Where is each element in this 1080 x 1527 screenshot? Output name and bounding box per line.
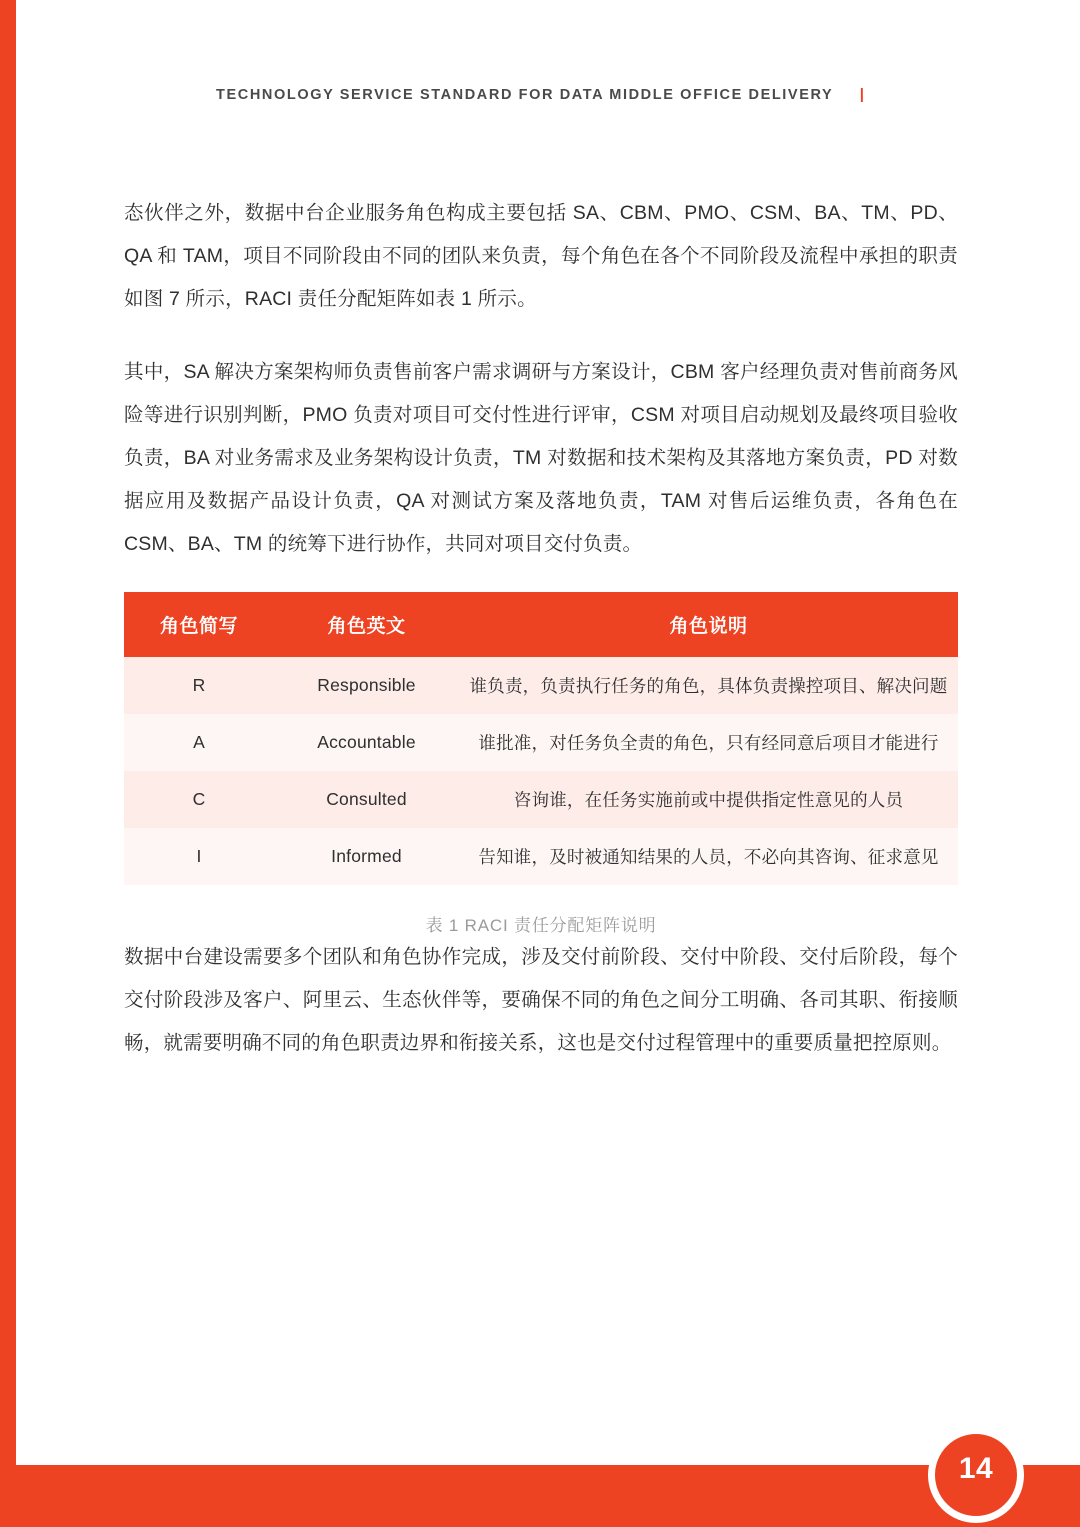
table-header-row <box>124 592 958 657</box>
cell-description: 谁负责，负责执行任务的角色，具体负责操控项目、解决问题 <box>459 657 958 714</box>
cell-abbr: C <box>124 771 274 828</box>
cell-english: Informed <box>274 828 459 885</box>
cell-abbr: A <box>124 714 274 771</box>
page-number-badge <box>928 1427 1024 1523</box>
table-header-cell-description: 角色说明 <box>459 592 958 657</box>
page-content <box>124 192 958 1091</box>
cell-english: Consulted <box>274 771 459 828</box>
table-row <box>124 714 958 771</box>
table-caption: 表 1 RACI 责任分配矩阵说明 <box>425 916 657 935</box>
cell-description: 告知谁，及时被通知结果的人员，不必向其咨询、征求意见 <box>459 828 958 885</box>
header-separator: | <box>859 86 864 104</box>
table-row <box>124 771 958 828</box>
paragraph-2: 其中，SA 解决方案架构师负责售前客户需求调研与方案设计，CBM 客户经理负责对售前商务风险等进行识别判断，PMO 负责对项目可交付性进行评审，CSM 对项目启动规划及最终项目验收负责，BA 对业务需求及业务架构设计负责，TM 对数据和技术架构及其落地方案负责，PD 对数据应用及数据产品设计负责，QA 对测试方案及落地负责，TAM 对售后运维负责，各角色在 CSM、BA、TM 的统筹下进行协作，共同对项目交付负责。 <box>124 361 958 555</box>
left-accent-bar <box>0 0 16 1527</box>
cell-english: Responsible <box>274 657 459 714</box>
cell-english: Accountable <box>274 714 459 771</box>
header-title: TECHNOLOGY SERVICE STANDARD FOR DATA MIDDLE OFFICE DELIVERY <box>216 86 834 103</box>
table-row <box>124 657 958 714</box>
table-row <box>124 828 958 885</box>
bottom-accent-bar <box>0 1465 1080 1527</box>
table-header-cell-english: 角色英文 <box>274 592 459 657</box>
table-header-cell-abbr: 角色简写 <box>124 592 274 657</box>
page-header <box>0 86 1080 104</box>
paragraph-3: 数据中台建设需要多个团队和角色协作完成，涉及交付前阶段、交付中阶段、交付后阶段，每个交付阶段涉及客户、阿里云、生态伙伴等，要确保不同的角色之间分工明确、各司其职、衔接顺畅，就需要明确不同的角色职责边界和衔接关系，这也是交付过程管理中的重要质量把控原则。 <box>124 946 958 1054</box>
cell-description: 谁批准，对任务负全责的角色，只有经同意后项目才能进行 <box>459 714 958 771</box>
paragraph-1: 态伙伴之外，数据中台企业服务角色构成主要包括 SA、CBM、PMO、CSM、BA、TM、PD、QA 和 TAM，项目不同阶段由不同的团队来负责，每个角色在各个不同阶段及流程中承担的职责如图 7 所示，RACI 责任分配矩阵如表 1 所示。 <box>124 202 958 310</box>
cell-abbr: R <box>124 657 274 714</box>
cell-abbr: I <box>124 828 274 885</box>
page-number: 14 <box>958 1452 994 1485</box>
raci-table <box>124 592 958 885</box>
cell-description: 咨询谁，在任务实施前或中提供指定性意见的人员 <box>459 771 958 828</box>
